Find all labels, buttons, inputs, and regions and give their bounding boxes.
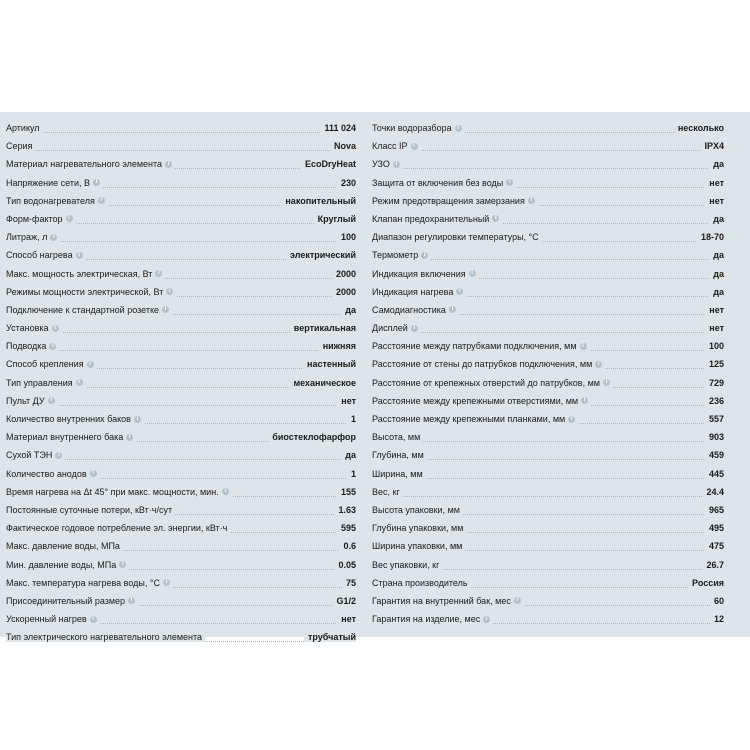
info-icon[interactable]: i — [393, 161, 400, 168]
spec-label: Мин. давление воды, МПа — [6, 559, 117, 570]
spec-value: 557 — [705, 414, 724, 424]
info-icon[interactable]: i — [165, 161, 172, 168]
spec-row — [372, 502, 724, 520]
spec-value: 111 024 — [320, 123, 356, 133]
spec-label-wrap — [6, 341, 59, 351]
spec-value: 2000 — [332, 269, 356, 279]
spec-row — [372, 538, 724, 556]
spec-row — [372, 429, 724, 447]
spec-row — [372, 266, 724, 284]
spec-label-wrap — [372, 487, 403, 497]
spec-label: Высота упаковки, мм — [372, 504, 460, 515]
spec-label-wrap — [6, 450, 65, 460]
spec-label: Индикация включения — [372, 268, 466, 279]
spec-label: Сухой ТЭН — [6, 450, 53, 461]
spec-label: Время нагрева на Δt 45° при макс. мощности, мин. — [6, 486, 219, 497]
info-icon[interactable]: i — [411, 143, 418, 150]
spec-label: Подключение к стандартной розетке — [6, 304, 159, 315]
spec-label-wrap — [6, 250, 86, 260]
spec-label-wrap — [372, 614, 493, 624]
spec-label-wrap — [6, 269, 165, 279]
spec-label: Страна производитель — [372, 577, 468, 588]
spec-label: Точки водоразбора — [372, 123, 452, 133]
spec-row — [372, 120, 724, 138]
spec-label-wrap — [372, 396, 591, 406]
spec-label-wrap — [372, 232, 542, 242]
spec-label: Диапазон регулировки температуры, °С — [372, 232, 539, 243]
spec-row — [6, 520, 356, 538]
spec-value: 155 — [337, 487, 356, 497]
spec-label: Термометр — [372, 250, 419, 261]
spec-row — [6, 557, 356, 575]
specs-panel — [0, 112, 750, 643]
spec-value: G1/2 — [332, 596, 356, 606]
spec-label: Высота, мм — [372, 432, 421, 443]
spec-label-wrap — [372, 560, 442, 570]
spec-label: Ширина упаковки, мм — [372, 541, 463, 552]
info-icon[interactable]: i — [48, 397, 55, 404]
spec-row — [372, 447, 724, 465]
spec-value: 1 — [347, 414, 356, 424]
spec-label-wrap — [372, 432, 423, 442]
spec-value: 0.6 — [339, 541, 356, 551]
info-icon[interactable]: i — [492, 215, 499, 222]
spec-value: 18-70 — [697, 232, 724, 242]
spec-label-wrap — [6, 323, 62, 333]
spec-label: Установка — [6, 323, 49, 334]
spec-value: да — [709, 159, 724, 169]
spec-label-wrap — [372, 287, 466, 297]
spec-row — [372, 284, 724, 302]
info-icon[interactable]: i — [52, 325, 59, 332]
spec-row — [6, 284, 356, 302]
spec-label: Расстояние от стены до патрубков подключения, мм — [372, 359, 593, 370]
spec-value: Круглый — [314, 214, 356, 224]
spec-value: трубчатый — [304, 632, 356, 642]
spec-label-wrap — [372, 123, 465, 133]
spec-value: 12 — [710, 614, 724, 624]
spec-row — [6, 502, 356, 520]
spec-value: Россия — [688, 578, 724, 588]
spec-label-wrap — [6, 396, 58, 406]
dotted-leader — [372, 496, 724, 497]
spec-label-wrap — [372, 414, 578, 424]
spec-value: нижняя — [319, 341, 356, 351]
spec-value: нет — [705, 323, 724, 333]
info-icon[interactable]: i — [162, 306, 169, 313]
spec-row — [372, 138, 724, 156]
spec-row — [6, 447, 356, 465]
spec-label-wrap — [6, 359, 97, 369]
spec-value: 475 — [705, 541, 724, 551]
spec-label: Вес, кг — [372, 486, 400, 497]
spec-row — [6, 247, 356, 265]
spec-row — [372, 611, 724, 629]
spec-label: Материал нагревательного элемента — [6, 159, 163, 170]
spec-label-wrap — [6, 632, 205, 642]
spec-label-wrap — [372, 269, 479, 279]
spec-value: 26.7 — [702, 560, 724, 570]
spec-label: Расстояние между патрубками подключения, мм — [372, 341, 577, 352]
dotted-leader — [372, 168, 724, 169]
spec-label: Ширина, мм — [372, 468, 423, 479]
spec-row — [372, 320, 724, 338]
spec-label-wrap — [372, 450, 427, 460]
spec-label-wrap — [372, 141, 421, 151]
spec-row — [6, 320, 356, 338]
spec-value: 2000 — [332, 287, 356, 297]
info-icon[interactable]: i — [90, 470, 97, 477]
spec-label-wrap — [6, 469, 100, 479]
spec-row — [372, 356, 724, 374]
spec-label-wrap — [372, 178, 516, 188]
info-icon[interactable]: i — [411, 325, 418, 332]
spec-label-wrap — [6, 159, 175, 169]
info-icon[interactable]: i — [483, 616, 490, 623]
spec-label-wrap — [372, 596, 524, 606]
info-icon[interactable]: i — [50, 234, 57, 241]
spec-label: Расстояние между крепежными отверстиями, мм — [372, 395, 579, 406]
spec-label-wrap — [372, 359, 605, 369]
spec-label-wrap — [372, 378, 613, 388]
spec-label-wrap — [372, 523, 466, 533]
spec-label-wrap — [372, 341, 590, 351]
spec-row — [372, 193, 724, 211]
spec-row — [372, 247, 724, 265]
spec-label: Режим предотвращения замерзания — [372, 195, 525, 206]
spec-value: нет — [705, 305, 724, 315]
spec-value: IPX4 — [700, 141, 724, 151]
spec-value: да — [341, 450, 356, 460]
spec-label: Литраж, л — [6, 232, 48, 243]
spec-label-wrap — [372, 159, 403, 169]
info-icon[interactable]: i — [581, 397, 588, 404]
info-icon[interactable]: i — [126, 434, 133, 441]
spec-value: механическое — [289, 378, 356, 388]
info-icon[interactable]: i — [49, 343, 56, 350]
spec-label: Макс. давление воды, МПа — [6, 541, 120, 552]
spec-row — [6, 193, 356, 211]
spec-value: 100 — [705, 341, 724, 351]
spec-row — [372, 302, 724, 320]
spec-label-wrap — [6, 523, 230, 533]
dotted-leader — [6, 150, 356, 151]
spec-value: 445 — [705, 469, 724, 479]
info-icon[interactable]: i — [506, 179, 513, 186]
spec-label-wrap — [6, 196, 108, 206]
info-icon[interactable]: i — [449, 306, 456, 313]
spec-value: несколько — [674, 123, 724, 133]
info-icon[interactable]: i — [222, 488, 229, 495]
spec-row — [6, 429, 356, 447]
spec-label: Расстояние от крепежных отверстий до патрубков, мм — [372, 377, 600, 388]
spec-row — [372, 211, 724, 229]
spec-value: да — [341, 305, 356, 315]
spec-label-wrap — [6, 141, 35, 151]
info-icon[interactable]: i — [514, 597, 521, 604]
spec-label: Глубина, мм — [372, 450, 424, 461]
spec-value: 230 — [337, 178, 356, 188]
spec-label: Присоединительный размер — [6, 595, 126, 606]
spec-label: Количество внутренних баков — [6, 414, 131, 424]
spec-row — [6, 484, 356, 502]
spec-value: 24.4 — [702, 487, 724, 497]
spec-label: Тип водонагревателя — [6, 195, 95, 206]
spec-row — [372, 175, 724, 193]
spec-label-wrap — [6, 596, 138, 606]
info-icon[interactable]: i — [76, 252, 83, 259]
dotted-leader — [6, 405, 356, 406]
spec-row — [6, 338, 356, 356]
info-icon[interactable]: i — [421, 252, 428, 259]
spec-row — [372, 393, 724, 411]
spec-row — [6, 156, 356, 174]
spec-value: электрический — [286, 250, 356, 260]
spec-label: Способ нагрева — [6, 250, 73, 261]
spec-row — [6, 629, 356, 647]
spec-label-wrap — [6, 232, 60, 242]
spec-label-wrap — [372, 541, 465, 551]
spec-value: нет — [337, 396, 356, 406]
spec-value: 459 — [705, 450, 724, 460]
spec-label: Постоянные суточные потери, кВт·ч/сут — [6, 504, 173, 515]
spec-label: Количество анодов — [6, 468, 87, 479]
spec-label: Макс. мощность электрическая, Вт — [6, 268, 153, 279]
spec-value: нет — [705, 196, 724, 206]
spec-label: Режимы мощности электрической, Вт — [6, 286, 164, 297]
spec-row — [6, 229, 356, 247]
spec-row — [6, 375, 356, 393]
spec-label: Фактическое годовое потребление эл. энергии, кВт·ч — [6, 523, 228, 534]
dotted-leader — [372, 332, 724, 333]
info-icon[interactable]: i — [55, 452, 62, 459]
info-icon[interactable]: i — [528, 197, 535, 204]
spec-value: 75 — [342, 578, 356, 588]
spec-value: 236 — [705, 396, 724, 406]
spec-value: нет — [337, 614, 356, 624]
spec-label: Материал внутреннего бака — [6, 432, 124, 443]
spec-label: Пульт ДУ — [6, 395, 45, 406]
spec-label-wrap — [372, 469, 426, 479]
spec-label: Индикация нагрева — [372, 286, 454, 297]
spec-row — [6, 411, 356, 429]
spec-row — [6, 266, 356, 284]
spec-row — [6, 466, 356, 484]
spec-label-wrap — [372, 305, 459, 315]
dotted-leader — [372, 150, 724, 151]
spec-label-wrap — [372, 214, 502, 224]
spec-row — [6, 120, 356, 138]
info-icon[interactable]: i — [98, 197, 105, 204]
spec-label: Тип управления — [6, 377, 73, 388]
spec-label: Вес упаковки, кг — [372, 559, 440, 570]
info-icon[interactable]: i — [580, 343, 587, 350]
spec-value: 595 — [337, 523, 356, 533]
specs-column-right — [372, 120, 724, 629]
spec-value: 0.05 — [334, 560, 356, 570]
spec-value: 100 — [337, 232, 356, 242]
spec-label: Макс. температура нагрева воды, °С — [6, 577, 160, 588]
spec-label: Самодиагностика — [372, 304, 446, 315]
spec-label-wrap — [6, 305, 172, 315]
spec-label: Ускоренный нагрев — [6, 614, 87, 625]
spec-label: Способ крепления — [6, 359, 84, 370]
info-icon[interactable]: i — [76, 379, 83, 386]
spec-row — [6, 611, 356, 629]
spec-row — [372, 229, 724, 247]
spec-value: 965 — [705, 505, 724, 515]
spec-row — [372, 338, 724, 356]
info-icon[interactable]: i — [90, 616, 97, 623]
dotted-leader — [372, 441, 724, 442]
spec-label-wrap — [372, 250, 431, 260]
spec-value: 60 — [710, 596, 724, 606]
spec-value: EcoDryHeat — [301, 159, 356, 169]
spec-label-wrap — [372, 505, 463, 515]
spec-value: нет — [705, 178, 724, 188]
spec-value: накопительный — [281, 196, 356, 206]
spec-label-wrap — [372, 323, 421, 333]
spec-label: Напряжение сети, В — [6, 177, 91, 188]
spec-value: да — [709, 214, 724, 224]
dotted-leader — [6, 132, 356, 133]
info-icon[interactable]: i — [93, 179, 100, 186]
spec-row — [6, 138, 356, 156]
spec-row — [6, 302, 356, 320]
info-icon[interactable]: i — [66, 215, 73, 222]
info-icon[interactable]: i — [163, 579, 170, 586]
spec-label: Защита от включения без воды — [372, 177, 504, 188]
spec-value: настенный — [303, 359, 356, 369]
spec-label: Класс IP — [372, 141, 408, 152]
spec-row — [372, 484, 724, 502]
spec-label-wrap — [6, 178, 103, 188]
info-icon[interactable]: i — [603, 379, 610, 386]
spec-label-wrap — [372, 578, 471, 588]
info-icon[interactable]: i — [119, 561, 126, 568]
spec-row — [6, 211, 356, 229]
spec-row — [6, 175, 356, 193]
spec-label: Артикул — [6, 123, 40, 133]
spec-label-wrap — [6, 287, 176, 297]
info-icon[interactable]: i — [469, 270, 476, 277]
spec-label-wrap — [6, 214, 76, 224]
spec-label: Гарантия на внутренний бак, мес — [372, 595, 511, 606]
spec-label: Гарантия на изделие, мес — [372, 614, 481, 625]
spec-label-wrap — [6, 123, 43, 133]
spec-row — [372, 466, 724, 484]
spec-label-wrap — [372, 196, 538, 206]
spec-row — [6, 538, 356, 556]
spec-row — [6, 575, 356, 593]
spec-label-wrap — [6, 414, 144, 424]
info-icon[interactable]: i — [155, 270, 162, 277]
info-icon[interactable]: i — [128, 597, 135, 604]
spec-label: Форм-фактор — [6, 213, 63, 224]
spec-label: УЗО — [372, 159, 390, 170]
spec-value: 495 — [705, 523, 724, 533]
spec-value: 903 — [705, 432, 724, 442]
specs-column-left — [6, 120, 356, 647]
spec-label: Расстояние между крепежными планками, мм — [372, 414, 566, 424]
spec-row — [372, 520, 724, 538]
spec-label-wrap — [6, 378, 86, 388]
info-icon[interactable]: i — [87, 361, 94, 368]
spec-label-wrap — [6, 487, 232, 497]
spec-row — [372, 411, 724, 429]
info-icon[interactable]: i — [456, 288, 463, 295]
spec-value: да — [709, 287, 724, 297]
spec-label: Подводка — [6, 341, 47, 352]
spec-value: 1 — [347, 469, 356, 479]
spec-value: 729 — [705, 378, 724, 388]
spec-label: Глубина упаковки, мм — [372, 523, 464, 534]
spec-value: да — [709, 250, 724, 260]
spec-label: Тип электрического нагревательного элемента — [6, 632, 203, 643]
spec-value: вертикальная — [290, 323, 356, 333]
spec-label: Клапан предохранительный — [372, 213, 490, 224]
spec-value: 125 — [705, 359, 724, 369]
spec-row — [372, 375, 724, 393]
spec-label-wrap — [6, 541, 123, 551]
spec-label: Дисплей — [372, 323, 408, 334]
spec-label-wrap — [6, 578, 173, 588]
spec-label-wrap — [6, 432, 136, 442]
info-icon[interactable]: i — [455, 125, 462, 132]
spec-row — [6, 593, 356, 611]
info-icon[interactable]: i — [568, 416, 575, 423]
spec-value: Nova — [330, 141, 356, 151]
spec-value: 1.63 — [334, 505, 356, 515]
spec-label-wrap — [6, 505, 175, 515]
spec-label: Серия — [6, 141, 33, 152]
spec-row — [372, 156, 724, 174]
info-icon[interactable]: i — [595, 361, 602, 368]
spec-label-wrap — [6, 560, 129, 570]
spec-row — [6, 393, 356, 411]
spec-row — [372, 575, 724, 593]
spec-value: да — [709, 269, 724, 279]
info-icon[interactable]: i — [166, 288, 173, 295]
spec-row — [372, 557, 724, 575]
spec-value: биостеклофарфор — [268, 432, 356, 442]
info-icon[interactable]: i — [134, 416, 141, 423]
spec-label-wrap — [6, 614, 100, 624]
spec-row — [372, 593, 724, 611]
spec-row — [6, 356, 356, 374]
